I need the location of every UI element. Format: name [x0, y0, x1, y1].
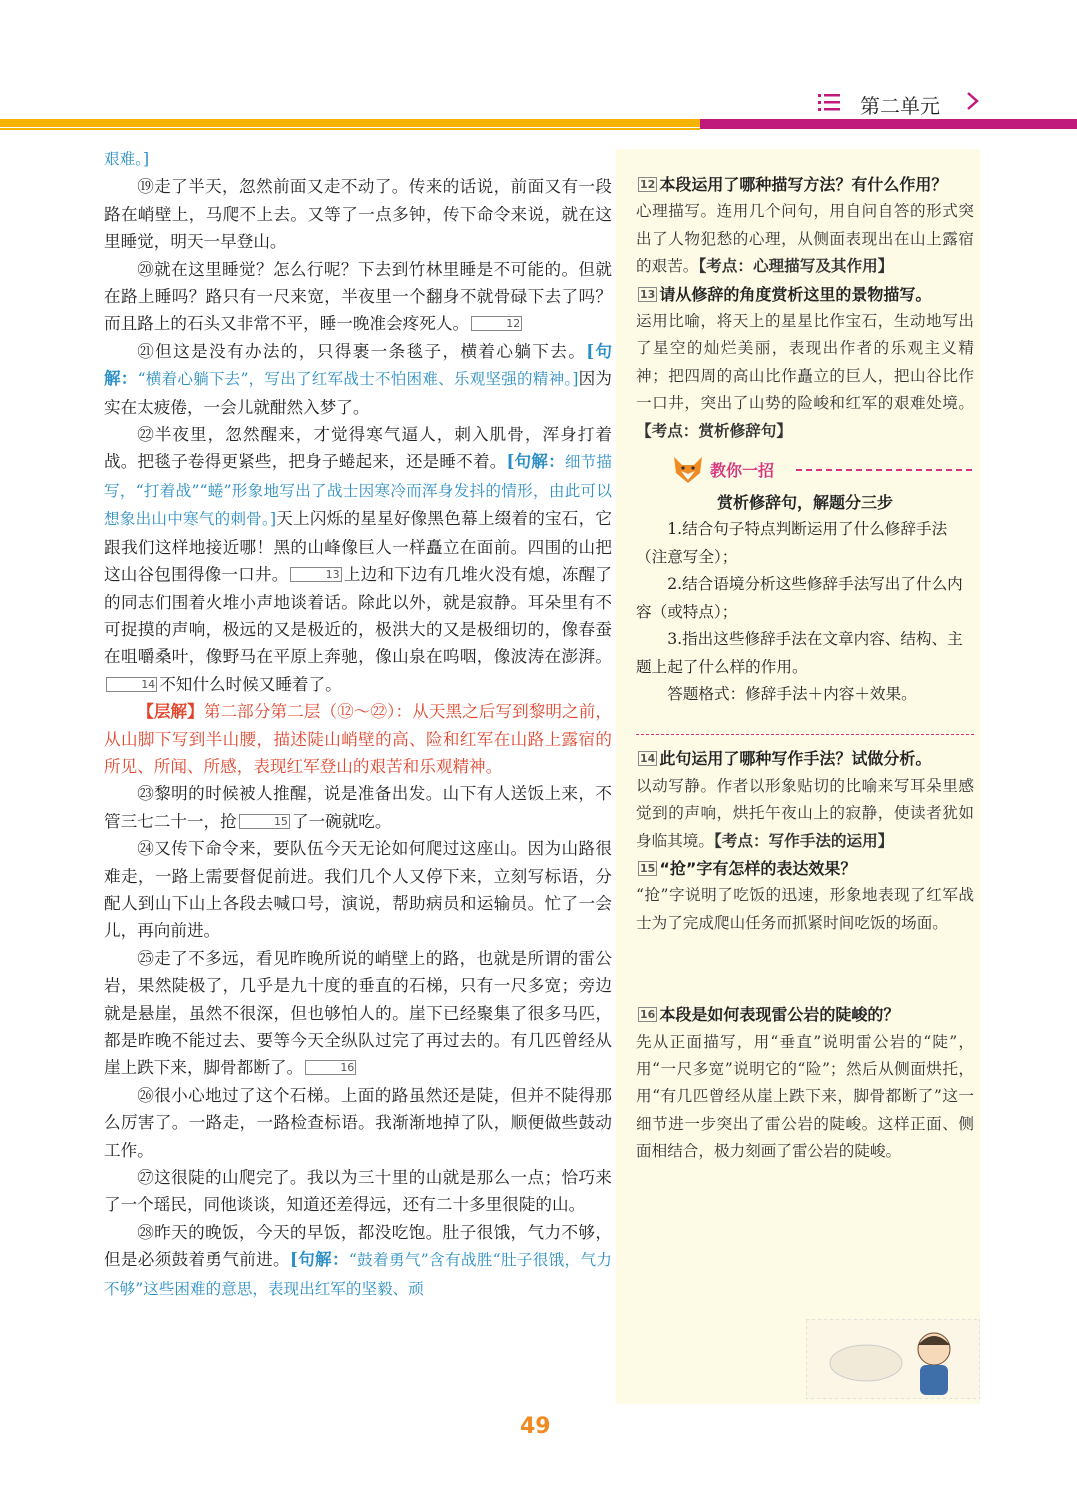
- question-12: 12 本段运用了哪种描写方法？有什么作用？: [640, 175, 948, 194]
- marker-14[interactable]: 14: [106, 677, 157, 692]
- main-text-column: [104, 146, 612, 1303]
- tip-subtitle: 赏析修辞句，解题分三步: [716, 493, 893, 513]
- list-icon: [818, 92, 840, 112]
- tip-step-1: 1.结合句子特点判断运用了什么修辞手法（注意写全）；: [636, 520, 948, 566]
- chevron-right-icon[interactable]: [964, 90, 982, 112]
- side-notes-panel: [616, 149, 980, 1404]
- paragraph-28: ㉘昨天的晚饭，今天的早饭，都没吃饱。肚子很饿，气力不够，但是必须鼓着勇气前进。[句解：“鼓着勇气”含有战胜“肚子很饿，气力不够”这些困难的意思，表现出红军的坚毅、顽: [104, 1222, 612, 1298]
- tip-format: 答题格式：修辞手法＋内容＋效果。: [667, 684, 917, 703]
- question-15: 15 “抢”字有怎样的表达效果？: [640, 858, 857, 878]
- answer-12: 心理描写。连用几个问句，用自问自答的形式突出了人物犯愁的心理，从侧面表现出在山上露宿的艰苦。【考点：心理描写及其作用】: [636, 202, 974, 276]
- question-13: 13 请从修辞的角度赏析这里的景物描写。: [640, 284, 932, 304]
- unit-title: 第二单元: [860, 94, 940, 118]
- paragraph-27: ㉗这很陡的山爬完了。我以为三十里的山就是那么一点；恰巧来了一个瑶民，同他谈谈，知道还差得远，还有二十多里很陡的山。: [104, 1168, 612, 1215]
- marker-12[interactable]: 12: [471, 316, 522, 331]
- paragraph-19: ⑲走了半天，忽然前面又走不动了。传来的话说，前面又有一段路在峭壁上，马爬不上去。又等了一点多钟，传下命令来说，就在这里睡觉，明天一早登山。: [104, 177, 612, 252]
- paragraph-20: ⑳就在这里睡觉？怎么行呢？下去到竹林里睡是不可能的。但就在路上睡吗？路只有一尺来宽，半夜里一个翻身不就骨碌下去了吗？而且路上的石头又非常不平，睡一晚准会疼死人。 12: [104, 259, 612, 334]
- paragraph-26: ㉖很小心地过了这个石梯。上面的路虽然还是陡，但并不陡得那么厉害了。一路走，一路检查标语。我渐渐地掉了队，顺便做些鼓动工作。: [104, 1085, 612, 1160]
- tip-step-3: 3.指出这些修辞手法在文章内容、结构、主题上起了什么样的作用。: [636, 630, 963, 676]
- tip-divider: [796, 469, 972, 471]
- header-bar-yellow-thin: [0, 128, 700, 130]
- answer-15: “抢”字说明了吃饭的迅速，形象地表现了红军战士为了完成爬山任务而抓紧时间吃饭的场面。: [636, 886, 974, 932]
- tip-bottom-divider: [636, 708, 974, 735]
- answer-14: 以动写静。作者以形象贴切的比喻来写耳朵里感觉到的声响，烘托午夜山上的寂静，使读者犹如身临其境。【考点：写作手法的运用】: [636, 776, 974, 850]
- header-bar-yellow: [0, 119, 700, 127]
- marker-13[interactable]: 13: [290, 567, 341, 582]
- paragraph-21: ㉑但这是没有办法的，只得裹一条毯子，横着心躺下去。[句解：“横着心躺下去”，写出了红军战士不怕困难、乐观坚强的精神。]因为实在太疲倦，一会儿就酣然入梦了。: [104, 340, 613, 417]
- annotation-tail: 艰难。]: [104, 150, 150, 168]
- marker-16[interactable]: 16: [305, 1060, 356, 1075]
- fox-icon: [670, 453, 706, 487]
- answer-16: 先从正面描写，用“垂直”说明雷公岩的“陡”，用“一尺多宽”说明它的“险”；然后从侧面烘托，用“有几匹曾经从崖上跌下来，脚骨都断了”这一细节进一步突出了雷公岩的陡峻。这样正面、侧面相结合，极力刻画了雷公岩的陡峻。: [636, 1032, 974, 1161]
- tip-step-2: 2.结合语境分析这些修辞手法写出了什么内容（或特点）；: [636, 575, 963, 621]
- header-bar-magenta: [700, 119, 1077, 129]
- question-16: 16 本段是如何表现雷公岩的陡峻的？: [640, 1005, 900, 1025]
- paragraph-24: ㉔又传下命令来，要队伍今天无论如何爬过这座山。因为山路很难走，一路上需要督促前进。我们几个人又停下来，立刻写标语，分配人到山下山上各段去喊口号，演说，帮助病员和运输员。忙了一会儿，再向前进。: [104, 839, 612, 941]
- question-14: 14 此句运用了哪种写作手法？试做分析。: [640, 749, 932, 769]
- paragraph-25: ㉕走了不多远，看见昨晚所说的峭壁上的路，也就是所谓的雷公岩，果然陡极了，几乎是九十度的垂直的石梯，只有一尺多宽；旁边就是悬崖，虽然不很深，但也够怕人的。崖下已经聚集了很多马匹，都是昨晚不能过去、要等今天全纵队过完了再过去的。有几匹曾经从崖上跌下来，脚骨都断了。 16: [104, 948, 612, 1078]
- page-number: 49: [520, 1414, 551, 1439]
- cartoon-illustration: [806, 1319, 980, 1399]
- paragraph-22: ㉒半夜里，忽然醒来，才觉得寒气逼人，刺入肌骨，浑身打着战。把毯子卷得更紧些，把身子蜷起来，还是睡不着。[句解：细节描写，“打着战”“蜷”形象地写出了战士因寒冷而浑身发抖的情形，由此可以想象出山中寒气的刺骨。]天上闪烁的星星好像黑色幕上缀着的宝石，它跟我们这样地接近哪！黑的山峰像巨人一样矗立在面前。四围的山把这山谷包围得像一口井。 13 上边和下边有几堆火没有熄，冻醒了的同志们围着火堆小声地谈着话。除此以外，就是寂静。耳朵里有不可捉摸的声响，极远的又是极近的，极洪大的又是极细切的，像春蚕在咀嚼桑叶，像野马在平原上奔驰，像山泉在呜咽，像波涛在澎湃。14 不知什么时候又睡着了。: [104, 425, 613, 694]
- marker-15[interactable]: 15: [239, 814, 290, 829]
- tip-header: [636, 453, 974, 489]
- tip-title: 教你一招: [710, 461, 775, 481]
- paragraph-23: ㉓黎明的时候被人推醒，说是准备出发。山下有人送饭上来，不管三七二十一，抢 15 了一碗就吃。: [104, 784, 612, 831]
- page-header: [0, 0, 1077, 135]
- answer-13: 运用比喻，将天上的星星比作宝石，生动地写出了星空的灿烂美丽，表现出作者的乐观主义精神；把四周的高山比作矗立的巨人，把山谷比作一口井，突出了山势的险峻和红军的艰难处境。【考点：赏析修辞句】: [636, 312, 974, 440]
- layer-note: 【层解】第二部分第二层（⑫～㉒）：从天黑之后写到黎明之前，从山脚下写到半山腰，描述陡山峭壁的高、险和红军在山路上露宿的所见、所闻、所感，表现红军登山的艰苦和乐观精神。: [104, 701, 613, 776]
